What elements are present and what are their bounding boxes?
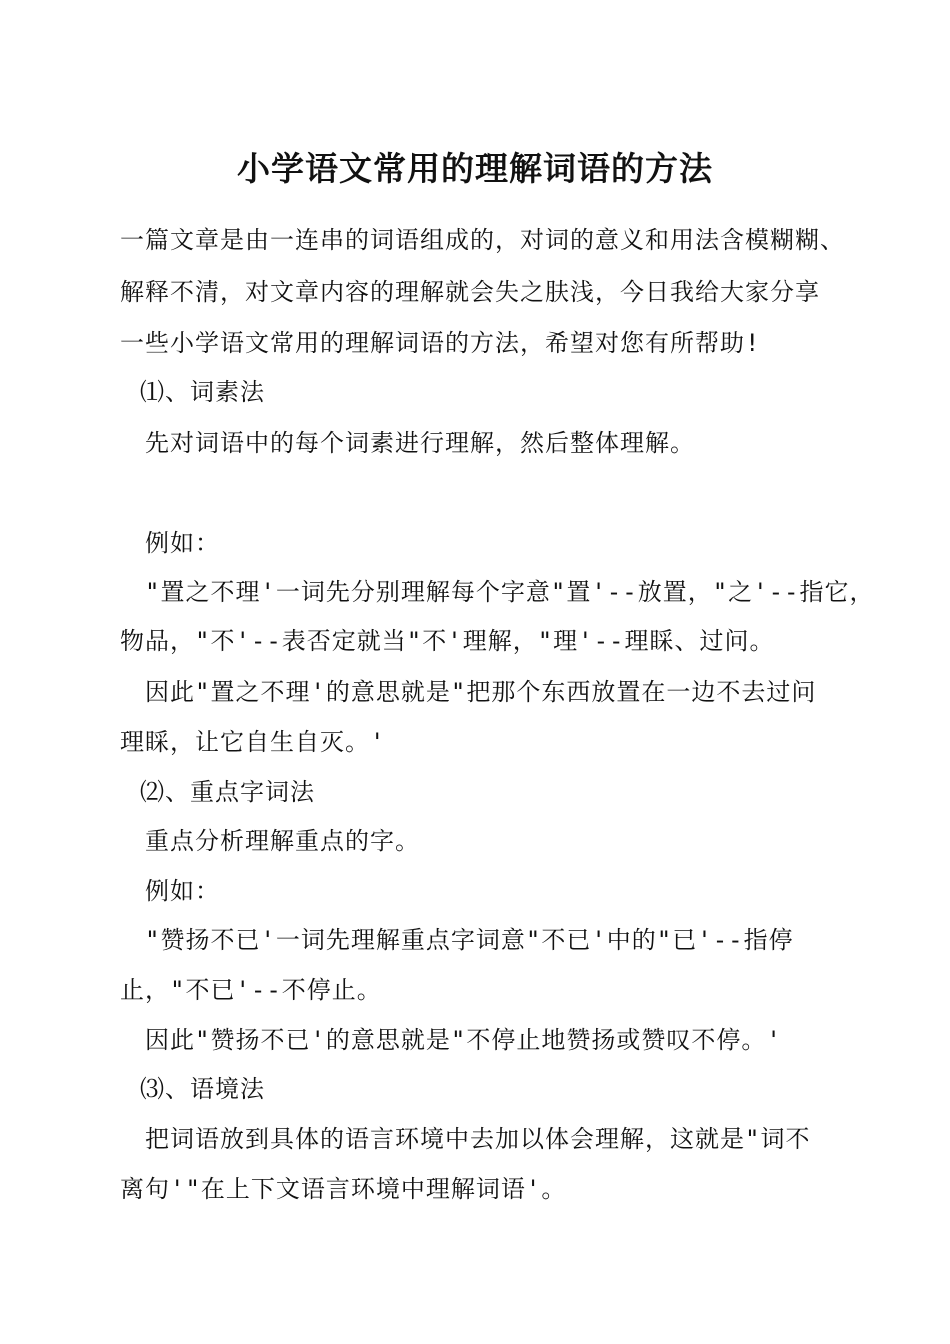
intro-line-2: 解释不清，对文章内容的理解就会失之肤浅，今日我给大家分享: [120, 278, 820, 306]
paragraph-line: 离句'"在上下文语言环境中理解词语'。: [120, 1175, 567, 1203]
paragraph-line: 把词语放到具体的语言环境中去加以体会理解，这就是"词不: [145, 1125, 811, 1153]
paragraph-line: 因此"置之不理'的意思就是"把那个东西放置在一边不去过问: [145, 678, 817, 706]
paragraph-line: 先对词语中的每个词素进行理解，然后整体理解。: [145, 429, 695, 457]
document-title: 小学语文常用的理解词语的方法: [237, 149, 713, 188]
section-heading-1: ⑴、词素法: [140, 378, 265, 406]
example-label: 例如：: [145, 529, 220, 557]
intro-line-3: 一些小学语文常用的理解词语的方法，希望对您有所帮助!: [120, 329, 761, 357]
paragraph-line: "置之不理'一词先分别理解每个字意"置'--放置，"之'--指它，: [145, 578, 875, 606]
section-heading-2: ⑵、重点字词法: [140, 778, 315, 806]
paragraph-line: "赞扬不已'一词先理解重点字词意"不已'中的"已'--指停: [145, 926, 794, 954]
paragraph-line: 止，"不已'--不停止。: [120, 976, 382, 1004]
section-heading-3: ⑶、语境法: [140, 1075, 265, 1103]
paragraph-line: 理睬，让它自生自灭。': [120, 728, 386, 756]
example-label: 例如：: [145, 877, 220, 905]
paragraph-line: 物品，"不'--表否定就当"不'理解，"理'--理睬、过问。: [120, 627, 775, 655]
paragraph-line: 重点分析理解重点的字。: [145, 827, 420, 855]
paragraph-line: 因此"赞扬不已'的意思就是"不停止地赞扬或赞叹不停。': [145, 1026, 782, 1054]
intro-line-1: 一篇文章是由一连串的词语组成的，对词的意义和用法含模糊糊、: [120, 226, 845, 254]
